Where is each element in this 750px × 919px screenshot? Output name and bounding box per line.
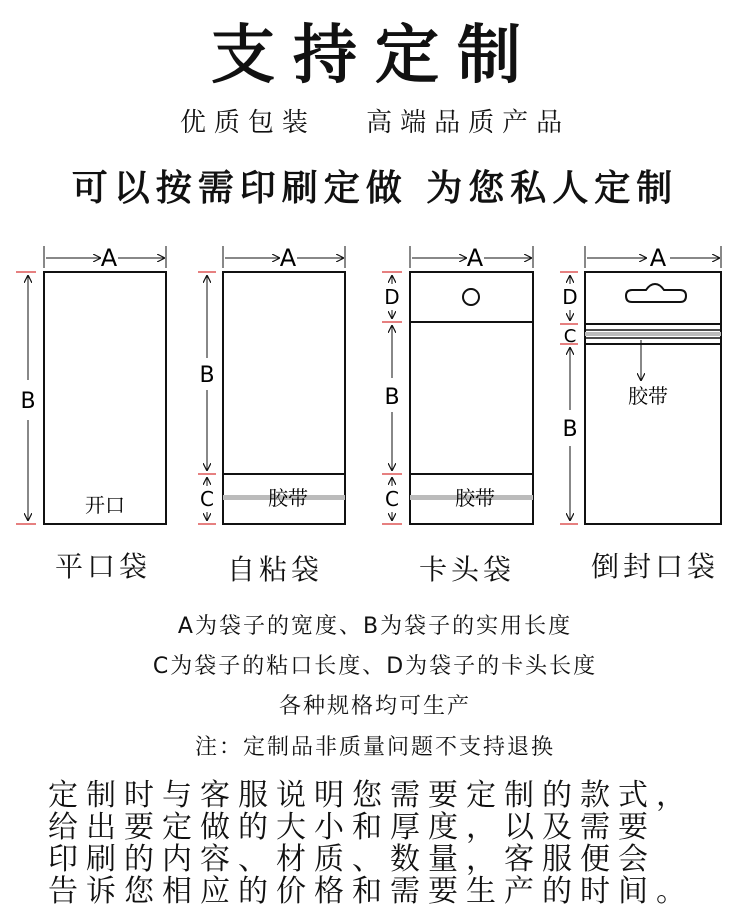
self-adhesive-bag-diagram [198,244,345,524]
instruction-line: 给出要定做的大小和厚度，以及需要 [48,810,656,845]
description-line: C为袋子的粘口长度、D为袋子的卡头长度 [152,654,598,679]
custom-order-instructions [48,780,738,908]
svg-text:C: C [563,326,577,347]
svg-text:D: D [384,285,400,309]
svg-text:B: B [562,417,578,442]
header-card-bag-diagram [382,244,533,524]
svg-text:A: A [279,244,297,272]
dim-b-label: B [20,389,36,414]
svg-text:A: A [649,244,667,272]
instruction-line: 定制时与客服说明您需要定制的款式， [48,778,694,813]
flat-bag-diagram [16,244,166,524]
svg-text:C: C [385,487,399,511]
reverse-seal-bag-diagram [560,244,721,524]
dim-a-label: A [100,244,118,272]
instruction-line: 印刷的内容、材质、数量，客服便会 [48,842,656,877]
description-line: A为袋子的宽度、B为袋子的实用长度 [177,614,573,639]
headline: 可以按需印刷定做 为您私人定制 [71,168,679,209]
opening-label: 开口 [85,493,125,517]
bag-name-self-adhesive: 自粘袋 [226,553,323,586]
notice-line: 注：定制品非质量问题不支持退换 [194,735,555,760]
tape-label: 胶带 [268,486,308,510]
svg-text:D: D [562,285,578,309]
page-subtitle: 优质包装 高端品质产品 [179,108,571,138]
svg-text:B: B [199,363,215,388]
instruction-line: 告诉您相应的价格和需要生产的时间。 [48,874,694,909]
page-title: 支持定制 [211,19,539,93]
bag-diagrams [0,240,750,540]
svg-text:C: C [200,487,214,511]
bag-name-header-card: 卡头袋 [418,553,515,586]
tape-label: 胶带 [455,486,495,510]
bag-name-flat: 平口袋 [54,550,151,583]
bag-name-reverse-seal: 倒封口袋 [590,550,719,583]
svg-text:B: B [384,385,400,410]
tape-label: 胶带 [628,384,668,408]
svg-text:A: A [466,244,484,272]
description-line: 各种规格均可生产 [278,694,471,719]
